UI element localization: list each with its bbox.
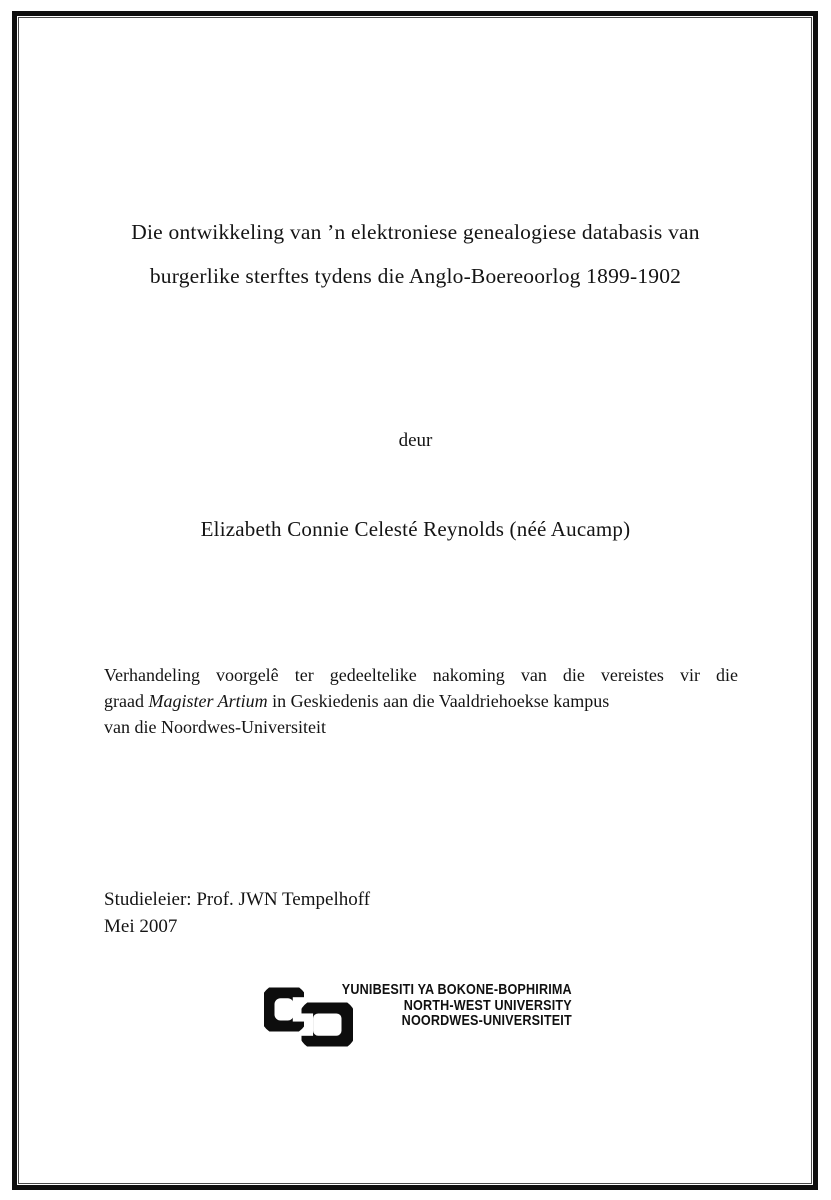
submission-line1: Verhandeling voorgelê ter gedeeltelike nakoming van die vereistes vir die xyxy=(104,665,738,685)
logo-text-line1: YUNIBESITI YA BOKONE-BOPHIRIMA xyxy=(341,981,572,998)
logo-text-line3: NOORDWES-UNIVERSITEIT xyxy=(401,1012,572,1030)
submission-line2 xyxy=(104,688,738,714)
date-line: Mei 2007 xyxy=(104,916,178,937)
submission-line2-suffix: in Geskiedenis aan die Vaaldriehoekse kampus xyxy=(267,691,610,711)
thesis-title-line2: burgerlike sterftes tydens die Anglo-Boereoorlog 1899-1902 xyxy=(149,264,682,288)
thesis-title-line1: Die ontwikkeling van ’n elektroniese genealogiese databasis van xyxy=(131,220,700,244)
degree-name: Magister Artium xyxy=(148,691,268,711)
logo-text-line2: NORTH-WEST UNIVERSITY xyxy=(403,996,572,1014)
thesis-title xyxy=(60,210,771,298)
university-logo-text xyxy=(342,982,572,1029)
author-name: Elizabeth Connie Celesté Reynolds (néé Aucamp) xyxy=(200,517,631,541)
university-logo xyxy=(258,980,578,1055)
supervisor-block xyxy=(104,886,370,940)
submission-line3: van die Noordwes-Universiteit xyxy=(104,717,326,737)
supervisor-line: Studieleier: Prof. JWN Tempelhoff xyxy=(104,889,371,910)
submission-line2-prefix: graad xyxy=(104,691,149,711)
submission-statement xyxy=(104,662,738,740)
byline-label: deur xyxy=(398,430,433,451)
